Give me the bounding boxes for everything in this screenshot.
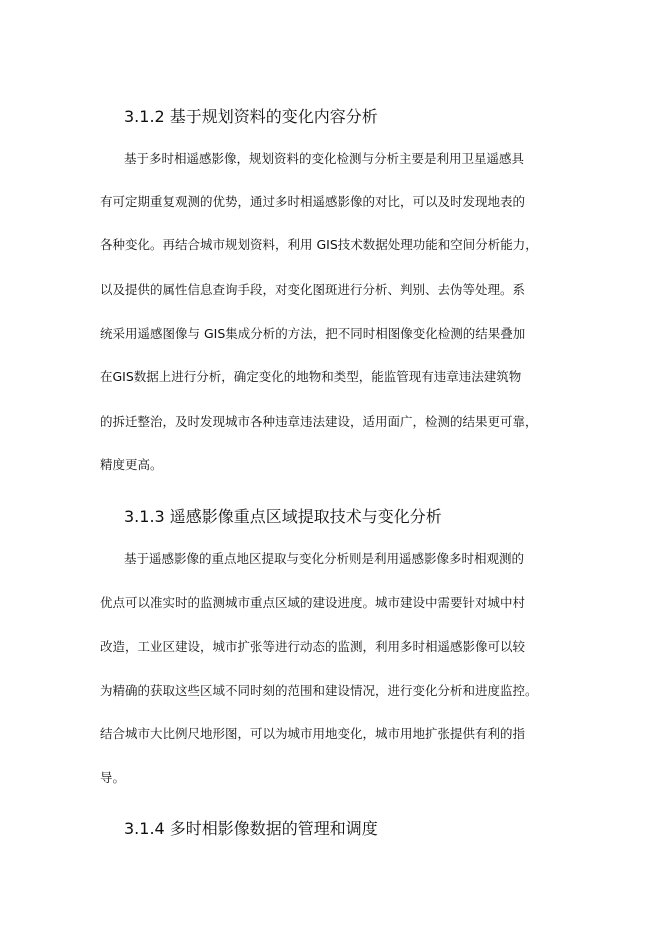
paragraph-line: 基于多时相遥感影像，规划资料的变化检测与分析主要是利用卫星遥感具 xyxy=(124,151,525,166)
paragraph-line: 统采用遥感图像与 GIS集成分析的方法，把不同时相图像变化检测的结果叠加 xyxy=(100,326,526,341)
paragraph-line: 在GIS数据上进行分析，确定变化的地物和类型，能监管现有违章违法建筑物 xyxy=(100,369,522,384)
paragraph-line: 导。 xyxy=(100,770,126,785)
section-heading-3-1-4: 3.1.4 多时相影像数据的管理和调度 xyxy=(124,819,378,838)
paragraph-line: 有可定期重复观测的优势，通过多时相遥感影像的对比，可以及时发现地表的 xyxy=(100,194,526,209)
paragraph-line: 的拆迁整治，及时发现城市各种违章违法建设，适用面广，检测的结果更可靠， xyxy=(100,414,538,429)
paragraph-line: 基于遥感影像的重点地区提取与变化分析则是利用遥感影像多时相观测的 xyxy=(124,551,525,566)
paragraph-line: 为精确的获取这些区域不同时刻的范围和建设情况，进行变化分析和进度监控。 xyxy=(100,683,538,698)
paragraph-line: 改造，工业区建设，城市扩张等进行动态的监测，利用多时相遥感影像可以较 xyxy=(100,639,526,654)
paragraph-line: 精度更高。 xyxy=(100,457,163,472)
paragraph-line: 以及提供的属性信息查询手段，对变化图斑进行分析、判别、去伪等处理。系 xyxy=(100,282,526,297)
paragraph-line: 各种变化。再结合城市规划资料，利用 GIS技术数据处理功能和空间分析能力， xyxy=(100,237,538,252)
section-heading-3-1-3: 3.1.3 遥感影像重点区域提取技术与变化分析 xyxy=(124,507,442,526)
section-heading-3-1-2: 3.1.2 基于规划资料的变化内容分析 xyxy=(124,107,378,126)
paragraph-line: 结合城市大比例尺地形图，可以为城市用地变化，城市用地扩张提供有利的指 xyxy=(100,726,526,741)
paragraph-line: 优点可以准实时的监测城市重点区域的建设进度。城市建设中需要针对城中村 xyxy=(100,595,526,610)
